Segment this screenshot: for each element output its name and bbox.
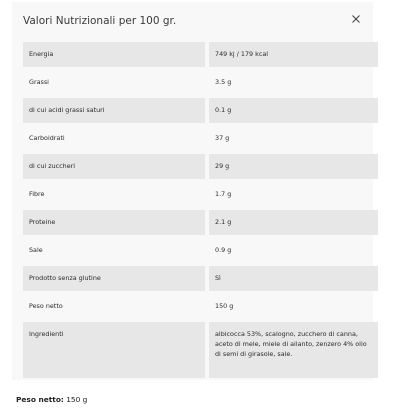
row-label: Energia bbox=[23, 42, 205, 67]
table-row bbox=[23, 210, 378, 235]
close-icon[interactable] bbox=[348, 11, 364, 27]
row-value: Sì bbox=[209, 266, 378, 291]
net-weight-value: 150 g bbox=[63, 395, 88, 404]
row-label: Prodotto senza glutine bbox=[23, 266, 205, 291]
table-row bbox=[23, 294, 378, 319]
row-value: 1.7 g bbox=[215, 190, 232, 198]
table-row bbox=[23, 182, 378, 207]
row-label: di cui acidi grassi saturi bbox=[23, 98, 205, 123]
row-label: di cui zuccheri bbox=[23, 154, 205, 179]
table-row bbox=[23, 70, 378, 95]
table-row bbox=[23, 42, 378, 67]
table-row bbox=[23, 126, 378, 151]
row-label: Grassi bbox=[29, 78, 49, 86]
table-row bbox=[23, 154, 378, 179]
row-value: 37 g bbox=[215, 134, 230, 142]
row-label: Fibre bbox=[29, 190, 45, 198]
row-label: Carboidrati bbox=[29, 134, 65, 142]
close-button[interactable] bbox=[348, 11, 364, 27]
table-row bbox=[23, 98, 378, 123]
nutrition-panel bbox=[12, 2, 373, 380]
net-weight-key: Peso netto: bbox=[16, 395, 64, 404]
table-row bbox=[23, 322, 378, 378]
row-label: Peso netto bbox=[29, 302, 63, 310]
row-label: Proteine bbox=[23, 210, 205, 235]
row-value: 0.1 g bbox=[209, 98, 378, 123]
row-value: albicocca 53%, scalogno, zucchero di canna, aceto di mele, miele di ailanto, zenzero 4% olio di semi di girasole, sale. bbox=[209, 322, 378, 378]
nutrition-table bbox=[23, 42, 378, 381]
row-value: 3.5 g bbox=[215, 78, 232, 86]
net-weight-footer bbox=[16, 395, 87, 404]
row-value: 749 kj / 179 kcal bbox=[209, 42, 378, 67]
row-value: 29 g bbox=[209, 154, 378, 179]
panel-title: Valori Nutrizionali per 100 gr. bbox=[23, 15, 177, 27]
row-label: Ingredienti bbox=[23, 322, 205, 378]
row-value: 150 g bbox=[215, 302, 234, 310]
row-label: Sale bbox=[29, 246, 43, 254]
row-value: 2.1 g bbox=[209, 210, 378, 235]
row-value: 0.9 g bbox=[215, 246, 232, 254]
table-row bbox=[23, 266, 378, 291]
table-row bbox=[23, 238, 378, 263]
